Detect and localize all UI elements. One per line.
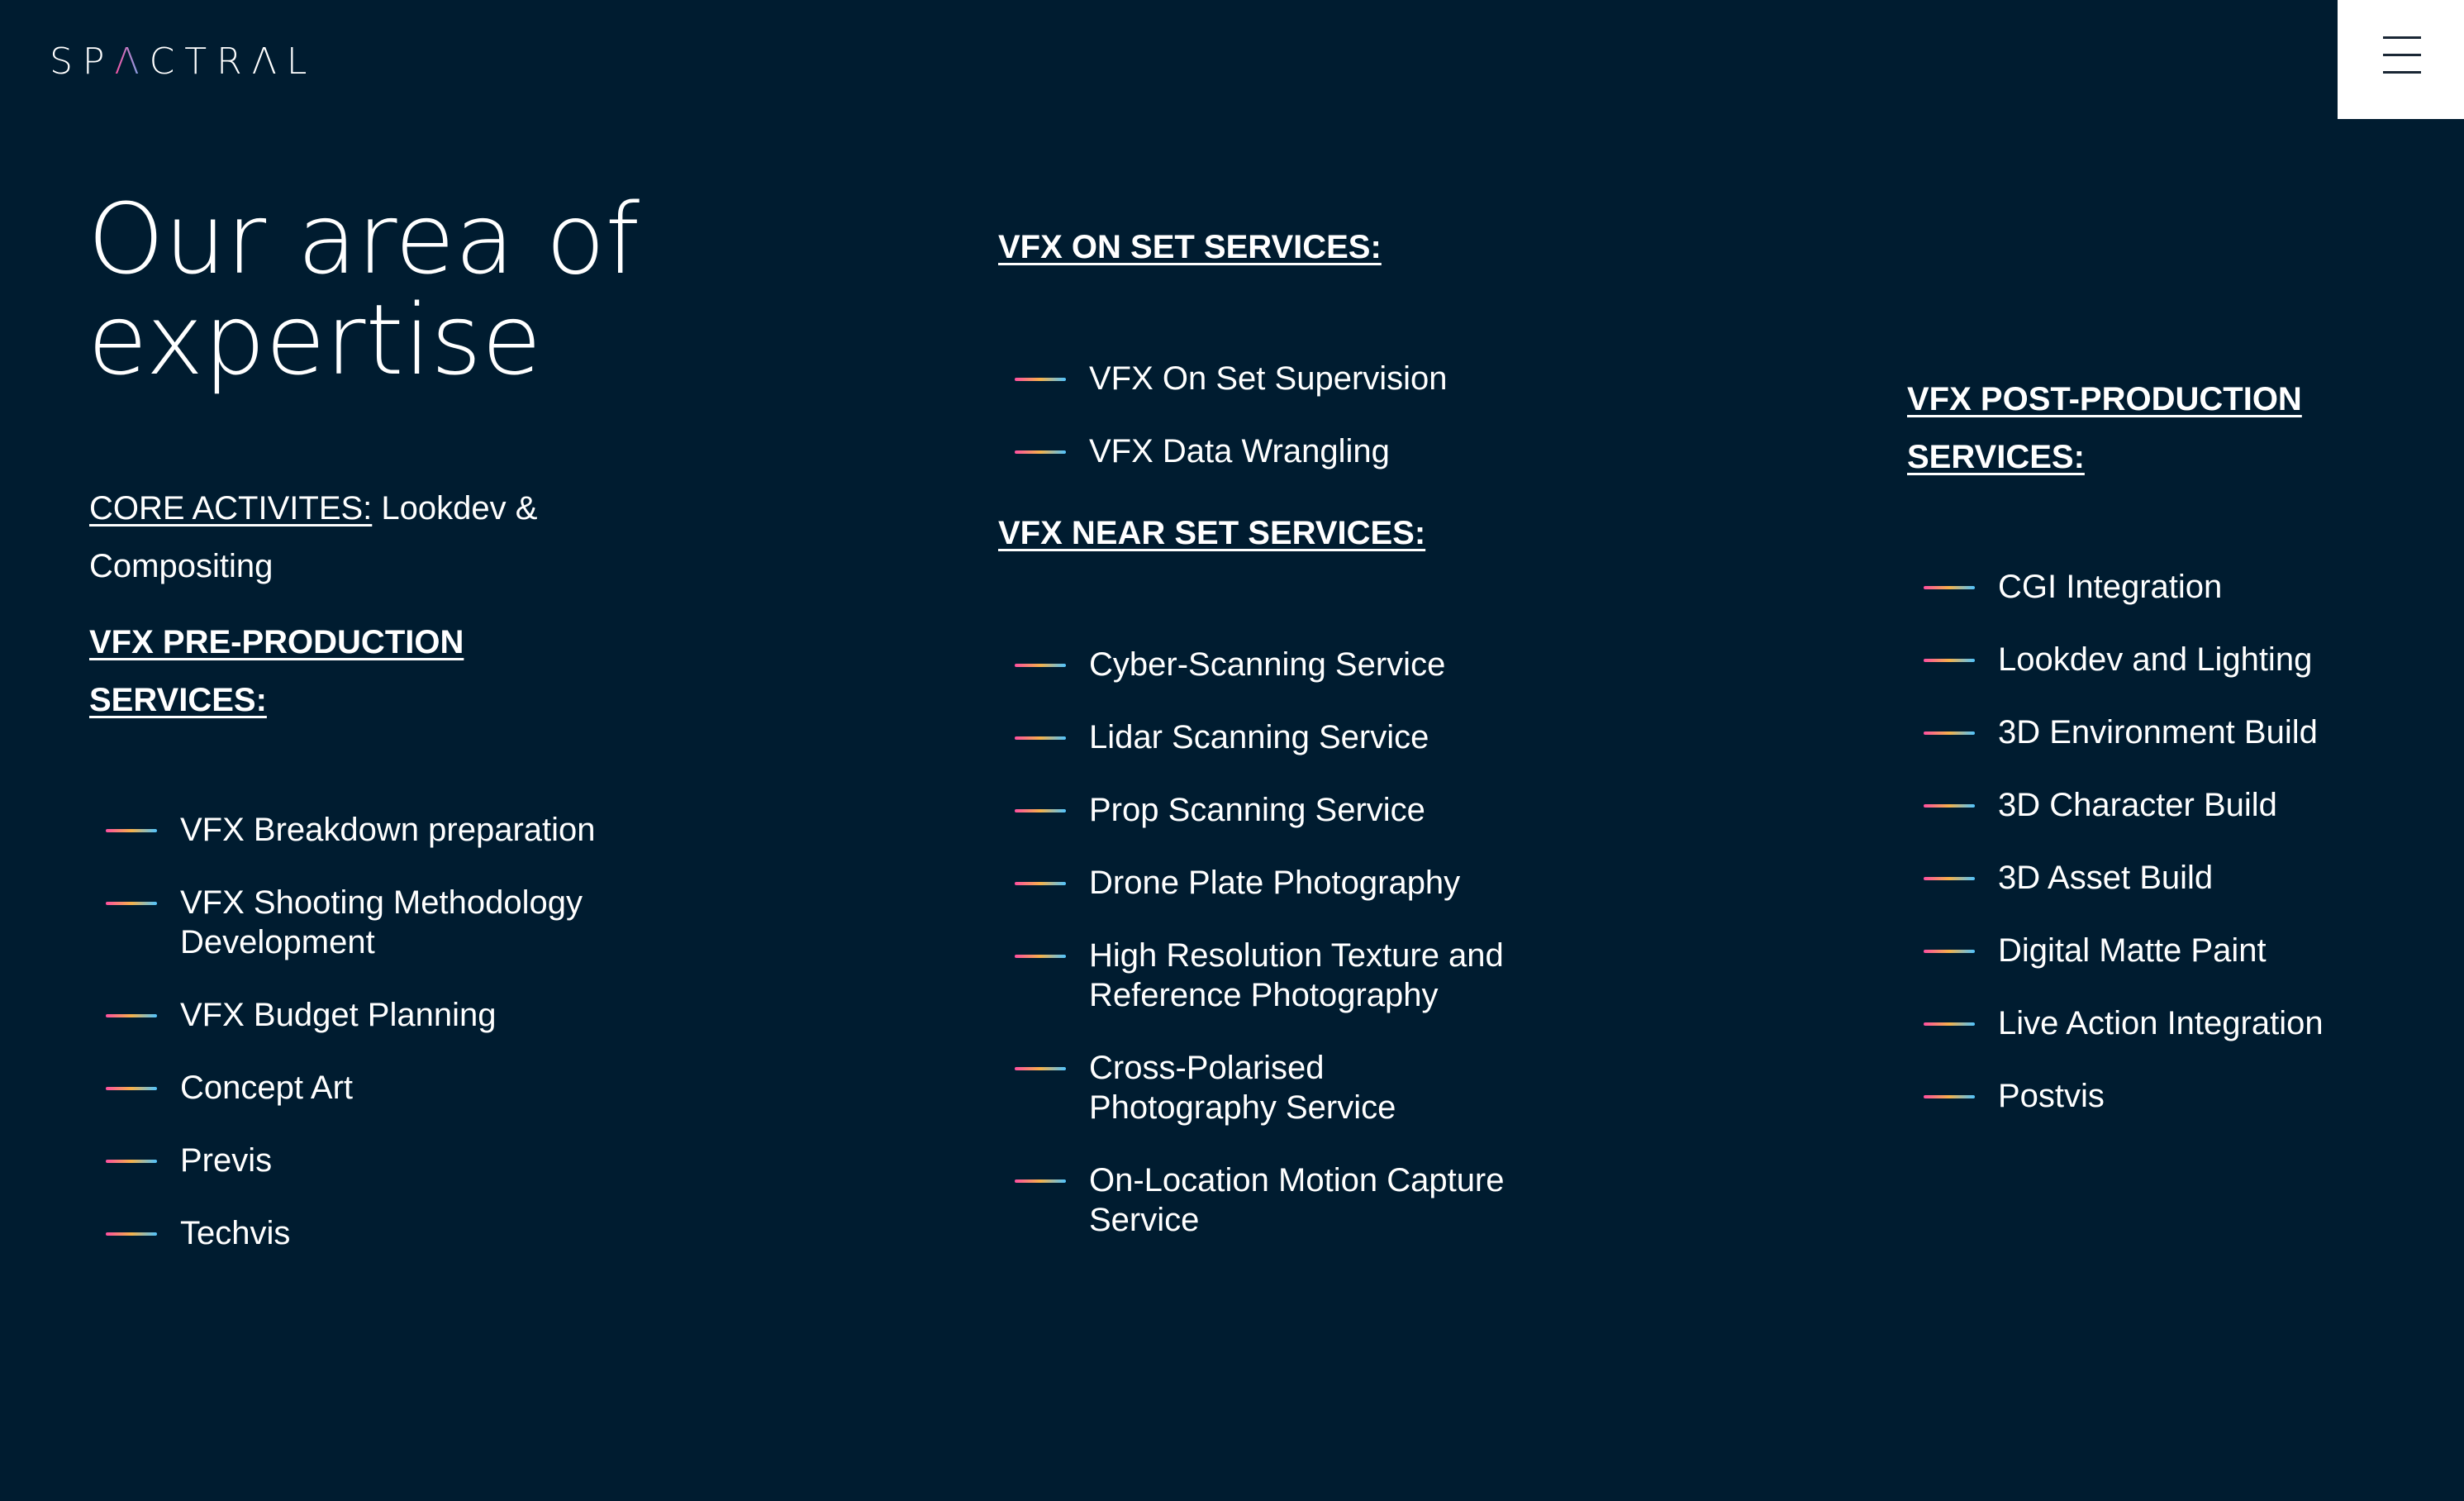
- list-item-label: Previs: [180, 1142, 273, 1179]
- gradient-dash-icon: [1015, 809, 1066, 812]
- gradient-dash-icon: [106, 902, 157, 905]
- list-item: [998, 717, 1510, 757]
- list-item: [998, 863, 1510, 903]
- logo-accent-glyph: Λ: [114, 41, 150, 83]
- gradient-dash-icon: [106, 1160, 157, 1163]
- list-item-label: Prop Scanning Service: [1089, 792, 1425, 828]
- gradient-dash-icon: [1015, 955, 1066, 958]
- page-title: [88, 182, 831, 397]
- list-item: [1907, 712, 2436, 752]
- gradient-dash-icon: [1015, 378, 1066, 381]
- gradient-dash-icon: [1924, 731, 1975, 735]
- list-item-label: Concept Art: [180, 1070, 354, 1106]
- post-production-title: VFX POST-PRODUCTION SERVICES:: [1907, 381, 2302, 475]
- post-production-column: [1907, 370, 2436, 1149]
- core-activities: [89, 479, 635, 595]
- list-item-label: Cyber-Scanning Service: [1089, 646, 1446, 683]
- gradient-dash-icon: [1924, 586, 1975, 589]
- list-item-label: Techvis: [180, 1215, 291, 1251]
- list-item-label: Cross-Polarised Photography Service: [1089, 1050, 1396, 1126]
- post-production-list: [1907, 567, 2436, 1116]
- gradient-dash-icon: [1015, 736, 1066, 740]
- list-item: [1907, 567, 2436, 607]
- gradient-dash-icon: [106, 1087, 157, 1090]
- pre-production-title: VFX PRE-PRODUCTION SERVICES:: [89, 624, 464, 718]
- gradient-dash-icon: [1015, 450, 1066, 454]
- gradient-dash-icon: [1924, 877, 1975, 880]
- list-item: [1907, 785, 2436, 825]
- list-item-label: CGI Integration: [1998, 569, 2223, 605]
- gradient-dash-icon: [1015, 1067, 1066, 1070]
- gradient-dash-icon: [1015, 882, 1066, 885]
- on-near-set-column: [998, 218, 1626, 1273]
- list-item-label: 3D Character Build: [1998, 787, 2277, 823]
- list-item: [998, 431, 1626, 471]
- list-item: [89, 883, 668, 962]
- list-item: [1907, 931, 2436, 970]
- gradient-dash-icon: [1924, 950, 1975, 953]
- list-item-label: VFX Breakdown preparation: [180, 812, 596, 848]
- on-set-list: [998, 359, 1626, 471]
- list-item: [1907, 1076, 2436, 1116]
- page-title-line-2: expertise: [88, 283, 542, 397]
- pre-production-column: [89, 479, 684, 1286]
- gradient-dash-icon: [106, 1232, 157, 1236]
- list-item: [998, 936, 1510, 1015]
- list-item: [1907, 858, 2436, 898]
- list-item-label: VFX Budget Planning: [180, 997, 497, 1033]
- list-item: [89, 1141, 668, 1180]
- core-activities-value: Lookdev & Compositing: [89, 490, 538, 584]
- list-item-label: High Resolution Texture and Reference Photography: [1089, 937, 1504, 1013]
- list-item-label: Drone Plate Photography: [1089, 865, 1461, 901]
- spactral-logo[interactable]: [50, 41, 316, 83]
- pre-production-list: [89, 810, 668, 1253]
- gradient-dash-icon: [1015, 664, 1066, 667]
- gradient-dash-icon: [1924, 1095, 1975, 1098]
- list-item-label: On-Location Motion Capture Service: [1089, 1162, 1505, 1238]
- logo-text-start: SP: [50, 41, 115, 83]
- list-item: [998, 1048, 1510, 1127]
- gradient-dash-icon: [1924, 1022, 1975, 1026]
- list-item-label: VFX On Set Supervision: [1089, 360, 1448, 397]
- list-item-label: Live Action Integration: [1998, 1005, 2324, 1041]
- list-item-label: Lidar Scanning Service: [1089, 719, 1429, 755]
- list-item: [89, 1213, 668, 1253]
- list-item: [998, 790, 1510, 830]
- logo-text-end: CTRΛL: [149, 41, 317, 83]
- list-item: [998, 645, 1510, 684]
- gradient-dash-icon: [106, 1014, 157, 1017]
- near-set-list: [998, 645, 1510, 1240]
- gradient-dash-icon: [1924, 659, 1975, 662]
- on-set-title: VFX ON SET SERVICES:: [998, 229, 1382, 265]
- menu-button[interactable]: [2338, 0, 2464, 119]
- list-item: [89, 1068, 668, 1108]
- list-item: [1907, 1003, 2436, 1043]
- list-item: [998, 1160, 1510, 1240]
- gradient-dash-icon: [1015, 1179, 1066, 1183]
- core-activities-label: CORE ACTIVITES:: [89, 490, 373, 527]
- list-item: [1907, 640, 2436, 679]
- list-item: [89, 995, 668, 1035]
- list-item-label: 3D Asset Build: [1998, 860, 2214, 896]
- near-set-title: VFX NEAR SET SERVICES:: [998, 515, 1426, 551]
- list-item-label: 3D Environment Build: [1998, 714, 2318, 750]
- list-item-label: VFX Data Wrangling: [1089, 433, 1390, 469]
- list-item-label: Postvis: [1998, 1078, 2105, 1114]
- gradient-dash-icon: [1924, 804, 1975, 808]
- list-item-label: Lookdev and Lighting: [1998, 641, 2313, 678]
- gradient-dash-icon: [106, 829, 157, 832]
- list-item: [998, 359, 1626, 398]
- list-item: [89, 810, 668, 850]
- page-title-line-1: Our area of: [88, 182, 640, 296]
- list-item-label: VFX Shooting Methodology Development: [180, 884, 583, 960]
- list-item-label: Digital Matte Paint: [1998, 932, 2267, 969]
